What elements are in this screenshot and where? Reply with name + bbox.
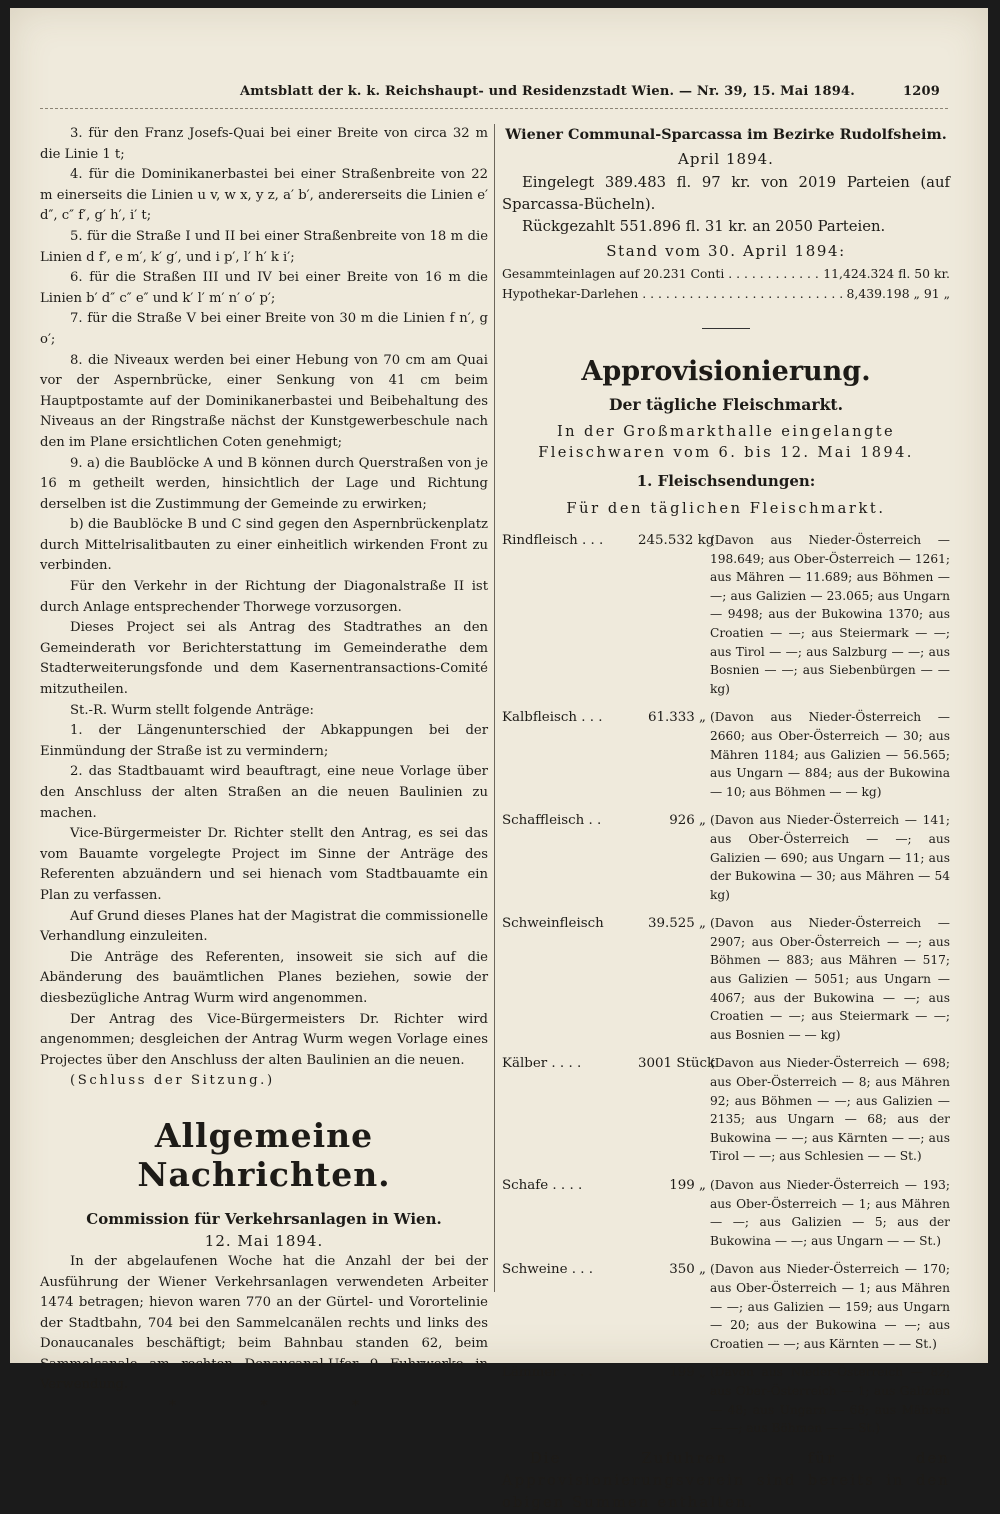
left-paragraph: St.-R. Wurm stellt folgende Anträge: [70,702,314,718]
meat-entry-quantity: 39.525 „ [647,916,706,932]
sparcassa-title: Wiener Communal-Sparcassa im Bezirke Rudolfsheim. [505,126,947,143]
commission-title: Commission für Verkehrsanlagen in Wien. [86,1209,442,1228]
section-divider [702,328,750,329]
left-paragraph: 3. für den Franz Josefs-Quai bei einer Breite von circa 32 m die Linie 1 t; [40,126,488,162]
meat-entry-quantity: 3001 Stück [638,1056,716,1072]
meat-entry-quantity: 926 „ [669,813,706,829]
meat-entry-detail: (Davon aus Nieder-Österreich — 82; aus Ober-Österreich — 1; aus Galizien — 48; aus Ungarn — 68; aus Mähren — —; aus Böhmen — — St.) [710,1365,950,1436]
fleischmarkt-title: Der tägliche Fleischmarkt. [608,395,844,414]
left-paragraph: Die Anträge des Referenten, insoweit sie sich auf die Abänderung des bauämtlichen Planes beziehen, sowie der diesbezügliche Antrag Wurm wird angenommen. [40,949,488,1006]
left-paragraph: 4. für die Dominikanerbastei bei einer Straßenbreite von 22 m einerseits die Linien u v, w x, y z, a′ b′, andererseits die Linien e′ d″, c″ f′, g′ h′, i′ t; [40,167,488,224]
meat-entry [502,531,950,698]
meat-entry-name: Rindfleisch . . . [502,533,604,548]
commission-text: In der abgelaufenen Woche hat die Anzahl der bei der Ausführung der Wiener Verkehrsanlagen verwendeten Arbeiter 1474 betragen; hievon waren 770 an der Gürtel- und Vorortelinie der Stadtbahn, 704 bei den Sammelcanälen rechts und links des Donaucanales beschäftigt; beim Bahnbau standen 62, beim Sammelcanale am rechten Donaucanal-Ufer 9 Fuhrwerke in Verwendung. [40,1253,488,1393]
header-rule [40,108,948,111]
left-paragraphs [40,124,488,1071]
separator-stars: * * * [169,1398,399,1415]
page-number: 1209 [903,84,940,99]
balance-row [502,264,950,284]
footnote: Die Zufuhren für den Approvisionierungsverein sind bereits in den obigen Summen enthalten. [502,1449,950,1511]
section-title: Allgemeine Nachrichten. [137,1115,391,1194]
meat-entry [502,1176,950,1250]
closing-note: (Schluss der Sitzung.) [70,1073,275,1089]
page-header [40,80,940,104]
meat-entry-detail: (Davon aus Nieder-Österreich — 170; aus Ober-Österreich — 1; aus Mähren — —; aus Galizien — 159; aus Ungarn — 20; aus der Bukowina — —; aus Croatien — —; aus Kärnten — — St.) [710,1262,950,1351]
left-paragraph: Dieses Project sei als Antrag des Stadtrathes an den Gemeinderath vor Berichterstattung im Gemeinderathe dem Stadterweiterungsfonde und dem Kasernentransactions-Comité mitzutheilen. [40,620,488,698]
left-paragraph: 6. für die Straßen III und IV bei einer Breite von 16 m die Linien b′ d″ c″ e″ und k′ l′ m′ n′ o′ p′; [40,270,488,306]
meat-entries [502,531,950,1438]
column-divider [494,124,495,1292]
meat-entry-detail: (Davon aus Nieder-Österreich — 193; aus Ober-Österreich — 1; aus Mähren — —; aus Galizien — 5; aus der Bukowina — —; aus Ungarn — — St.) [710,1178,950,1248]
left-paragraph: 7. für die Straße V bei einer Breite von 30 m die Linien f n′, g o′; [40,311,488,347]
meat-entry-detail: (Davon aus Nieder-Österreich — 2660; aus Ober-Österreich — 30; aus Mähren 1184; aus Galizien — 56.565; aus Ungarn — 884; aus der Bukowina — 10; aus Böhmen — — kg) [710,710,950,799]
meat-entry-name: Kalbfleisch . . . [502,710,603,726]
eingelegt-line: Eingelegt 389.483 fl. 97 kr. von 2019 Parteien (auf Sparcassa-Bücheln). [502,174,950,213]
stand-heading: Stand vom 30. April 1894: [606,242,846,260]
meat-entry-quantity: 199 „ [669,1178,706,1193]
approvisionierung-title: Approvisionierung. [581,356,871,387]
meat-entry-detail: (Davon aus Nieder-Österreich — 198.649; aus Ober-Österreich — 1261; aus Mähren — 11.689; aus Böhmen — —; aus Galizien — 23.065; aus Ungarn — 9498; aus der Bukowina 1370; aus Croatien — —; aus Steiermark — —; aus Tirol — —; aus Salzburg — —; aus Bosnien — —; aus Siebenbürgen — — kg) [710,533,950,696]
rueckgezahlt-line: Rückgezahlt 551.896 fl. 31 kr. an 2050 Parteien. [522,218,886,235]
left-paragraph: 8. die Niveaux werden bei einer Hebung von 70 cm am Quai vor der Aspernbrücke, einer Senkung von 41 cm beim Hauptpostamte auf der Dominikanerbastei und Beibehaltung des Niveaus an der Ringstraße nächst der Kunstgewerbeschule nach den im Plane ersichtlichen Coten genehmigt; [40,352,488,450]
balance-row-label: Hypothekar-Darlehen . . . [502,284,843,304]
commission-date: 12. Mai 1894. [204,1231,324,1250]
left-paragraph: 5. für die Straße I und II bei einer Straßenbreite von 18 m die Linien d f′, e m′, k′ g′, und i p′, l′ h′ k i′; [40,228,488,265]
balance-row-label: Gesammteinlagen auf 20.231 Conti . . . [502,264,819,284]
left-paragraph: 1. der Längenunterschied der Abkappungen bei der Einmündung der Straße ist zu vermindern; [40,723,488,759]
balance-row-amount: 8,439.198 „ 91 „ [846,286,950,301]
fleisch-intro: In der Großmarkthalle eingelangte Fleischwaren vom 6. bis 12. Mai 1894. [538,423,914,461]
meat-entry-detail: (Davon aus Nieder-Österreich — 141; aus Ober-Österreich — —; aus Galizien — 690; aus Ungarn — 11; aus der Bukowina — 30; aus Mähren — 54 kg) [710,813,950,902]
meat-entry-quantity: 199 „ [669,1365,706,1381]
meat-entry-name: Lämmer . . . . [502,1365,593,1381]
balance-row-amount: 11,424.324 fl. 50 kr. [823,266,950,281]
meat-entry-quantity: 245.532 kg [638,533,715,548]
meat-entry-name: Kälber . . . . [502,1056,582,1072]
right-column [502,124,950,1514]
meat-entry [502,811,950,904]
sendungen-heading: 1. Fleischsendungen: [636,472,816,490]
meat-entry-detail: (Davon aus Nieder-Österreich — 698; aus Ober-Österreich — 8; aus Mähren 92; aus Böhmen — —; aus Galizien — 2135; aus Ungarn — 68; aus der Bukowina — —; aus Kärnten — —; aus Tirol — —; aus Schlesien — — St.) [710,1056,950,1164]
left-paragraph: 9. a) die Baublöcke A und B können durch Querstraßen von je 16 m getheilt werden, hinsichtlich der Lage und Richtung derselben ist die Zustimmung der Gemeinde zu erwirken; [40,455,488,512]
meat-entry [502,914,950,1044]
meat-entry [502,1363,950,1437]
left-paragraph: 2. das Stadtbauamt wird beauftragt, eine neue Vorlage über den Anschluss der alten Straßen an die neuen Baulinien zu machen. [40,764,488,821]
meat-entry-name: Schweine . . . [502,1262,594,1278]
meat-entry [502,1260,950,1353]
header-title: Amtsblatt der k. k. Reichshaupt- und Residenzstadt Wien. — Nr. 39, 15. Mai 1894. [240,84,855,99]
left-paragraph: Vice-Bürgermeister Dr. Richter stellt den Antrag, es sei das vom Bauamte vorgelegte Project im Sinne der Anträge des Referenten abzuändern und sei hienach vom Stadtbauamte ein Plan zu verfassen. [40,826,488,903]
meat-entry-detail: (Davon aus Nieder-Österreich — 2907; aus Ober-Österreich — —; aus Böhmen — 883; aus Mähren — 517; aus Galizien — 5051; aus Ungarn — 4067; aus der Bukowina — —; aus Croatien — —; aus Steiermark — —; aus Bosnien — — kg) [710,916,950,1042]
left-paragraph: b) die Baublöcke B und C sind gegen den Aspernbrückenplatz durch Mittelrisalitbauten zu einer einheitlich wirkenden Front zu verbinden. [40,517,488,574]
meat-entry-quantity: 350 „ [669,1262,706,1278]
meat-entry-name: Schafe . . . . [502,1178,583,1193]
newspaper-page [10,8,988,1511]
balance-row [502,284,950,304]
for-market-heading: Für den täglichen Fleischmarkt. [566,500,886,517]
sparcassa-month: April 1894. [678,150,774,168]
left-column [40,124,488,1416]
meat-entry-name: Schaffleisch . . [502,813,602,829]
meat-entry [502,708,950,801]
meat-entry-name: Schweinfleisch [502,916,604,932]
meat-entry [502,1054,950,1166]
meat-entry-quantity: 61.333 „ [647,710,706,726]
left-paragraph: Für den Verkehr in der Richtung der Diagonalstraße II ist durch Anlage entsprechender Thorwege vorzusorgen. [40,579,488,615]
left-paragraph: Auf Grund dieses Planes hat der Magistrat die commissionelle Verhandlung einzuleiten. [40,908,488,945]
left-paragraph: Der Antrag des Vice-Bürgermeisters Dr. Richter wird angenommen; desgleichen der Antrag Wurm wegen Vorlage eines Projectes über den Anschluss der alten Baulinien an die neuen. [40,1011,488,1068]
